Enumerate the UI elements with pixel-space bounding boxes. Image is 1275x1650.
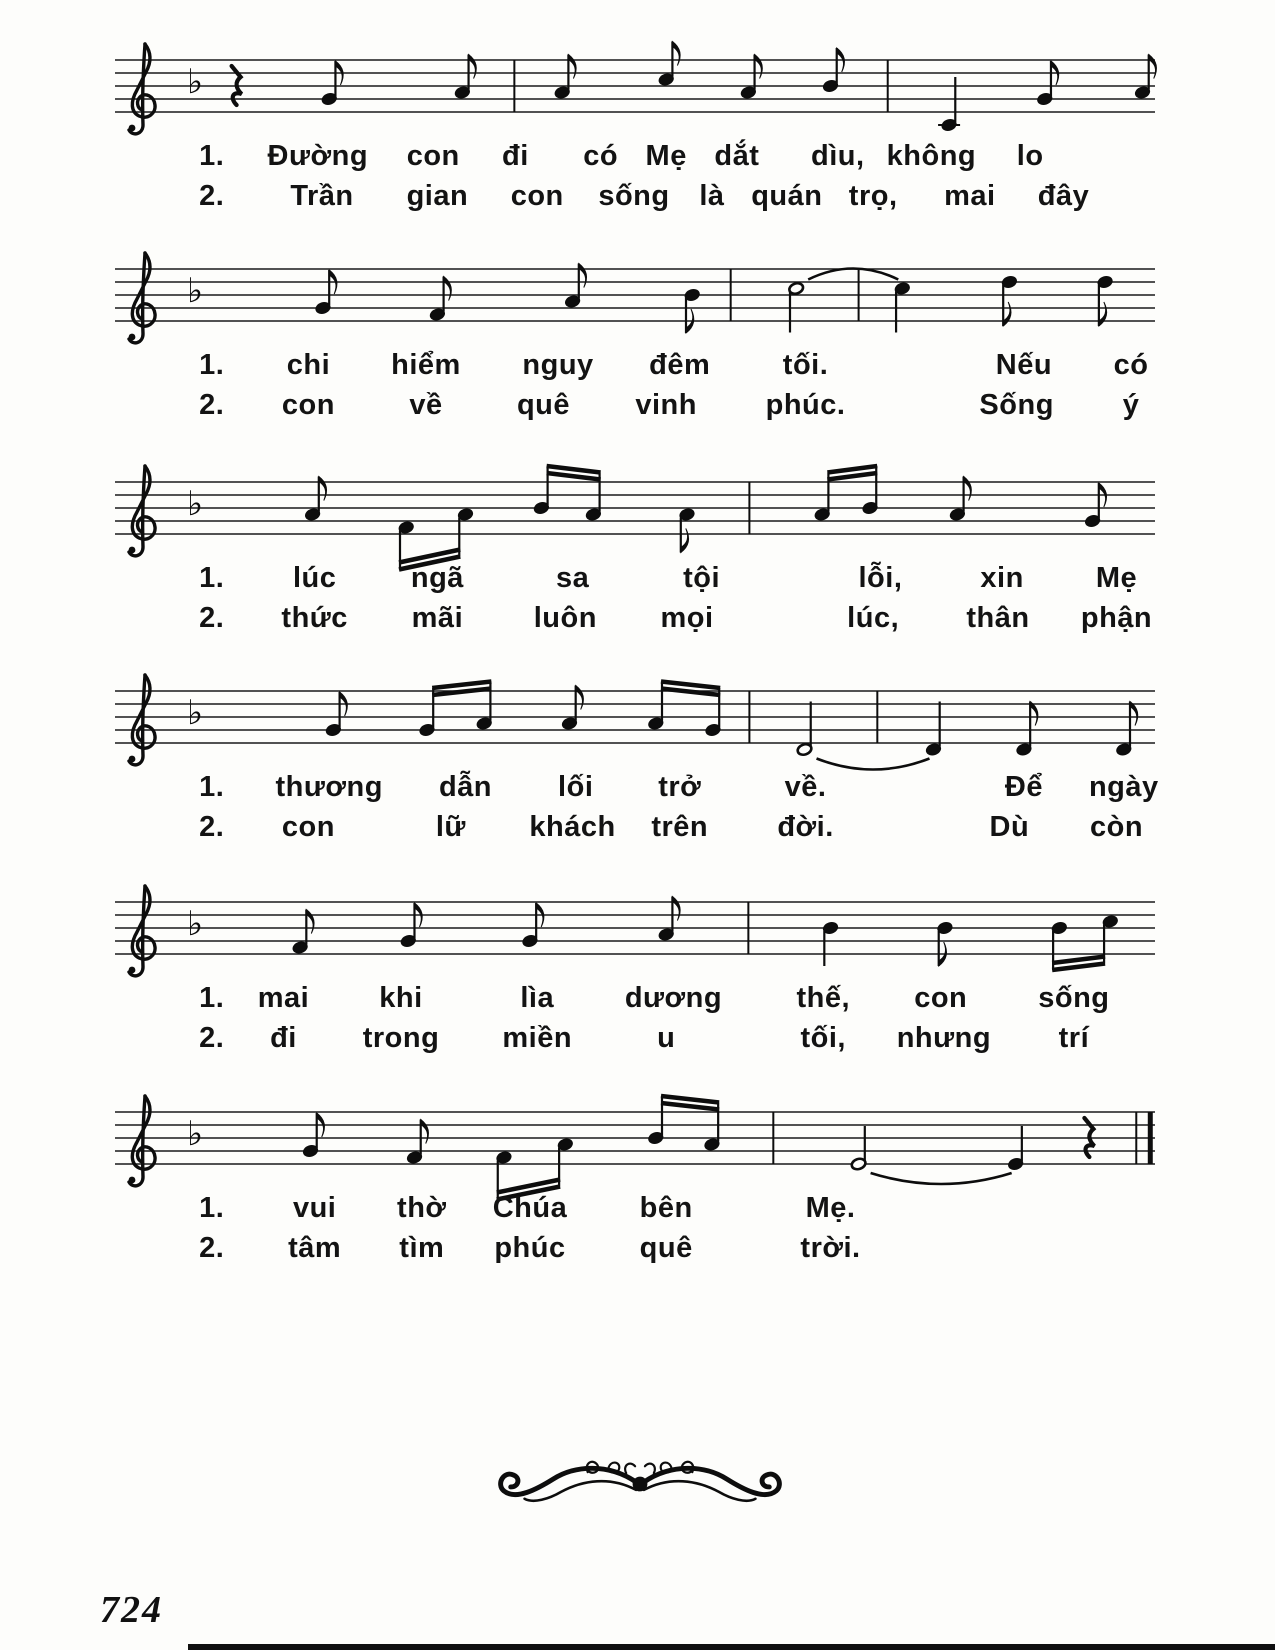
lyric-syllable: mãi xyxy=(411,602,464,634)
staff-system xyxy=(115,870,1155,1085)
clef-dot xyxy=(129,334,136,341)
flourish-center-dot xyxy=(633,1477,648,1492)
lyric-syllable: có xyxy=(1113,349,1149,381)
lyric-syllable: vinh xyxy=(635,389,697,421)
lyric-syllable: phúc. xyxy=(765,389,846,421)
treble-clef-icon xyxy=(129,44,155,134)
note-flag xyxy=(1003,302,1011,326)
lyric-syllable: trở xyxy=(658,771,702,803)
lyric-syllable: Đường xyxy=(267,140,369,172)
lyric-syllable: quê xyxy=(516,389,570,421)
treble-clef-icon xyxy=(129,1096,155,1186)
note-flag xyxy=(755,55,763,79)
clef-dot xyxy=(129,1177,136,1184)
lyric-syllable: mai xyxy=(944,180,996,212)
flat-sign-icon: ♭ xyxy=(187,62,204,102)
beam xyxy=(1052,964,1105,971)
verse-number: 2. xyxy=(199,389,225,421)
verse-number: 2. xyxy=(199,1232,225,1264)
lyric-syllable: Trần xyxy=(290,180,354,212)
lyric-syllable: lìa xyxy=(520,982,555,1014)
note-flag xyxy=(1030,702,1038,726)
lyric-syllable: gian xyxy=(406,180,469,212)
note-flag xyxy=(306,910,314,934)
lyric-syllable: trong xyxy=(362,1022,440,1054)
verse-line-1 xyxy=(115,345,1155,385)
lyric-syllable: trên xyxy=(651,811,709,843)
lyric-syllable: khi xyxy=(379,982,423,1014)
staff-system xyxy=(115,659,1159,874)
verse-line-2 xyxy=(115,176,1155,216)
lyric-syllable: Sống xyxy=(979,389,1054,421)
lyric-syllable: thức xyxy=(281,602,348,634)
lyric-syllable: sống xyxy=(598,180,670,212)
verse-line-2 xyxy=(115,807,1155,847)
lyric-syllable: trọ, xyxy=(848,180,898,212)
verse-number: 2. xyxy=(199,811,225,843)
verse-number: 2. xyxy=(199,602,225,634)
verse-line-1 xyxy=(115,558,1155,598)
treble-clef-icon xyxy=(129,675,155,765)
flat-sign-icon: ♭ xyxy=(187,693,204,733)
beam xyxy=(661,1096,719,1103)
lyric-syllable: sa xyxy=(555,562,590,594)
lyric-syllable: lo xyxy=(1016,140,1044,172)
note-flag xyxy=(672,897,680,921)
lyric-syllable: xin xyxy=(980,562,1024,594)
scan-edge-artifact xyxy=(188,1644,1275,1650)
lyric-syllable: chi xyxy=(286,349,331,381)
page-number: 724 xyxy=(100,1589,163,1631)
flat-sign-icon: ♭ xyxy=(187,484,204,524)
note-flag xyxy=(576,686,584,710)
lyric-syllable: con xyxy=(510,180,564,212)
treble-clef-icon xyxy=(129,886,155,976)
lyric-syllable: tìm xyxy=(399,1232,445,1264)
flat-sign-icon: ♭ xyxy=(187,1114,204,1154)
verse-number: 2. xyxy=(199,180,225,212)
lyric-syllable: dẫn xyxy=(438,771,492,803)
lyric-syllable: khách xyxy=(529,811,616,843)
note-flag xyxy=(964,477,972,501)
lyric-syllable: u xyxy=(657,1022,676,1054)
lyric-syllable: Nếu xyxy=(995,349,1053,381)
note-flag xyxy=(319,477,327,501)
lyric-syllable: mọi xyxy=(660,602,714,634)
verse-number: 1. xyxy=(199,562,225,594)
lyric-syllable: miền xyxy=(502,1022,573,1054)
lyric-syllable: đời. xyxy=(777,811,834,843)
verse-number: 1. xyxy=(199,771,225,803)
lyric-syllable: tội xyxy=(683,562,721,594)
lyric-syllable: đêm xyxy=(649,349,711,381)
lyric-syllable: Chúa xyxy=(492,1192,568,1224)
lyric-syllable: trời. xyxy=(800,1232,861,1264)
staff-system xyxy=(115,1080,1155,1295)
lyric-syllable: luôn xyxy=(533,602,597,634)
lyric-syllable: quê xyxy=(639,1232,693,1264)
lyric-syllable: thờ xyxy=(397,1192,447,1224)
verse-line-2 xyxy=(115,1018,1155,1058)
note-flag xyxy=(681,529,689,553)
lyric-syllable: thương xyxy=(275,771,383,803)
verse-line-1 xyxy=(115,767,1159,807)
lyric-syllable: ngã xyxy=(410,562,464,594)
lyric-syllable: Mẹ xyxy=(1095,562,1138,594)
verse-number: 1. xyxy=(199,349,225,381)
lyric-syllable: trí xyxy=(1058,1022,1090,1054)
lyric-syllable: lúc xyxy=(292,562,337,594)
lyric-syllable: Mẹ. xyxy=(805,1192,856,1224)
note-flag xyxy=(1130,702,1138,726)
staff-system xyxy=(115,28,1155,243)
lyric-syllable: lữ xyxy=(435,811,466,843)
lyric-syllable: Dù xyxy=(989,811,1030,843)
lyric-syllable: lối xyxy=(558,771,594,803)
clef-dot xyxy=(129,967,136,974)
lyric-syllable: vui xyxy=(292,1192,337,1224)
verse-number: 1. xyxy=(199,1192,225,1224)
decorative-flourish-mirror xyxy=(644,1462,779,1501)
note-flag xyxy=(444,277,452,301)
tie-slur xyxy=(871,1173,1012,1184)
lyric-syllable: hiểm xyxy=(391,349,461,381)
lyric-syllable: phận xyxy=(1080,602,1153,634)
lyric-syllable: Để xyxy=(1004,771,1043,803)
staff-system xyxy=(115,237,1155,452)
lyric-syllable: có xyxy=(583,140,619,172)
verse-line-2 xyxy=(115,385,1155,425)
beam xyxy=(661,1103,719,1110)
lyric-syllable: dìu, xyxy=(811,140,865,172)
lyric-syllable: quán xyxy=(751,180,823,212)
lyric-syllable: con xyxy=(281,811,335,843)
lyric-syllable: mai xyxy=(257,982,310,1014)
lyric-syllable: dắt xyxy=(714,140,760,172)
lyric-syllable: về. xyxy=(784,771,827,803)
lyric-syllable: ngày xyxy=(1088,771,1159,803)
lyric-syllable: thân xyxy=(966,602,1030,634)
treble-clef-icon xyxy=(129,466,155,556)
beam xyxy=(827,466,877,473)
lyric-syllable: sống xyxy=(1038,982,1110,1014)
clef-dot xyxy=(129,125,136,132)
lyric-syllable: đi xyxy=(270,1022,297,1054)
note-flag xyxy=(672,42,680,66)
lyric-syllable: đi xyxy=(502,140,529,172)
beam xyxy=(547,466,601,473)
flat-sign-icon: ♭ xyxy=(187,904,204,944)
beam xyxy=(827,473,877,480)
lyric-syllable: phúc xyxy=(494,1232,566,1264)
note-flag xyxy=(568,55,576,79)
verse-line-1 xyxy=(115,978,1155,1018)
verse-line-2 xyxy=(115,598,1155,638)
lyric-syllable: tối. xyxy=(782,349,829,381)
beam xyxy=(432,682,491,689)
staff-system xyxy=(115,450,1155,665)
clef-dot xyxy=(129,756,136,763)
verse-number: 2. xyxy=(199,1022,225,1054)
lyric-syllable: con xyxy=(914,982,968,1014)
verse-line-1 xyxy=(115,1188,1155,1228)
lyric-syllable: về xyxy=(409,389,443,421)
beam xyxy=(547,473,601,480)
lyric-syllable: con xyxy=(406,140,460,172)
lyric-syllable: ý xyxy=(1122,389,1140,421)
verse-line-1 xyxy=(115,136,1155,176)
lyric-syllable: đây xyxy=(1037,180,1090,212)
lyric-syllable: Mẹ xyxy=(645,140,687,172)
treble-clef-icon xyxy=(129,253,155,343)
lyric-syllable: còn xyxy=(1089,811,1144,843)
lyric-syllable: thế, xyxy=(796,982,851,1014)
note-flag xyxy=(579,264,587,288)
lyric-syllable: không xyxy=(886,140,977,172)
lyric-syllable: nhưng xyxy=(896,1022,992,1054)
lyric-syllable: dương xyxy=(624,982,723,1014)
lyric-syllable: lỗi, xyxy=(858,562,903,594)
note-flag xyxy=(421,1120,429,1144)
beam xyxy=(661,682,720,689)
beam xyxy=(1052,957,1105,964)
verse-number: 1. xyxy=(199,140,225,172)
lyric-syllable: con xyxy=(281,389,335,421)
note-flag xyxy=(1149,55,1157,79)
decorative-flourish-icon xyxy=(492,1458,788,1510)
note-flag xyxy=(469,55,477,79)
lyric-syllable: là xyxy=(699,180,725,212)
note-flag xyxy=(1099,302,1107,326)
verse-line-2 xyxy=(115,1228,1155,1268)
verse-number: 1. xyxy=(199,982,225,1014)
lyric-syllable: tâm xyxy=(288,1232,342,1264)
tie-slur xyxy=(808,269,898,280)
lyric-syllable: nguy xyxy=(522,349,594,381)
lyric-syllable: bên xyxy=(639,1192,693,1224)
lyric-syllable: lúc, xyxy=(847,602,900,634)
lyric-syllable: tối, xyxy=(800,1022,846,1054)
clef-dot xyxy=(129,547,136,554)
flat-sign-icon: ♭ xyxy=(187,271,204,311)
